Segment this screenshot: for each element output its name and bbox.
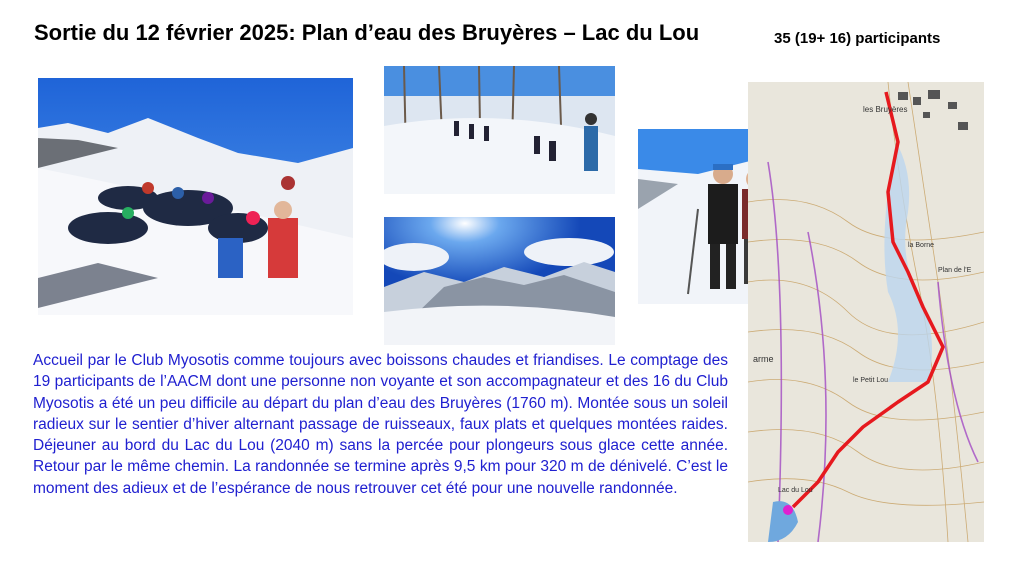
page-title: Sortie du 12 février 2025: Plan d’eau des Bruyères – Lac du Lou	[34, 20, 700, 45]
hikers-in-snowy-forest-photo	[384, 66, 615, 194]
map-label-la-borne: la Borne	[908, 242, 935, 249]
lake-marker-icon	[783, 505, 793, 515]
group-resting-photo	[38, 78, 353, 315]
outing-description: Accueil par le Club Myosotis comme toujours avec boissons chaudes et friandises. Le comptage des 19 participants de l’AACM dont une personne non voyante et son accompagnateur et des 16 du Club Myosotis a été un peu difficile au départ du plan d’eau des Bruyères (1760 m). Montée sous un soleil radieux sur le sentier d’hiver alternant passage de ruisseaux, faux plats et quelques montées raides. Déjeuner au bord du Lac du Lou (2040 m) sans la percée pour plongeurs sous glace cette année. Retour par le même chemin. La randonnée se termine après 9,5 km pour 320 m de dénivelé. C’est le moment des adieux et de l’espérance de nous retrouver cet été pour une nouvelle randonnée.	[33, 352, 728, 497]
map-label-bruyeres: les Bruyères	[863, 105, 908, 114]
route-map	[748, 82, 984, 542]
snowy-valley-photo	[384, 217, 615, 345]
map-label-arme: arme	[753, 354, 774, 364]
map-label-lac-lou: Lac du Lou	[778, 487, 813, 494]
map-label-petit-lou: le Petit Lou	[853, 377, 889, 384]
participant-count: 35 (19+ 16) participants	[774, 30, 941, 47]
map-label-plan-eau: Plan de l'E	[938, 267, 972, 274]
